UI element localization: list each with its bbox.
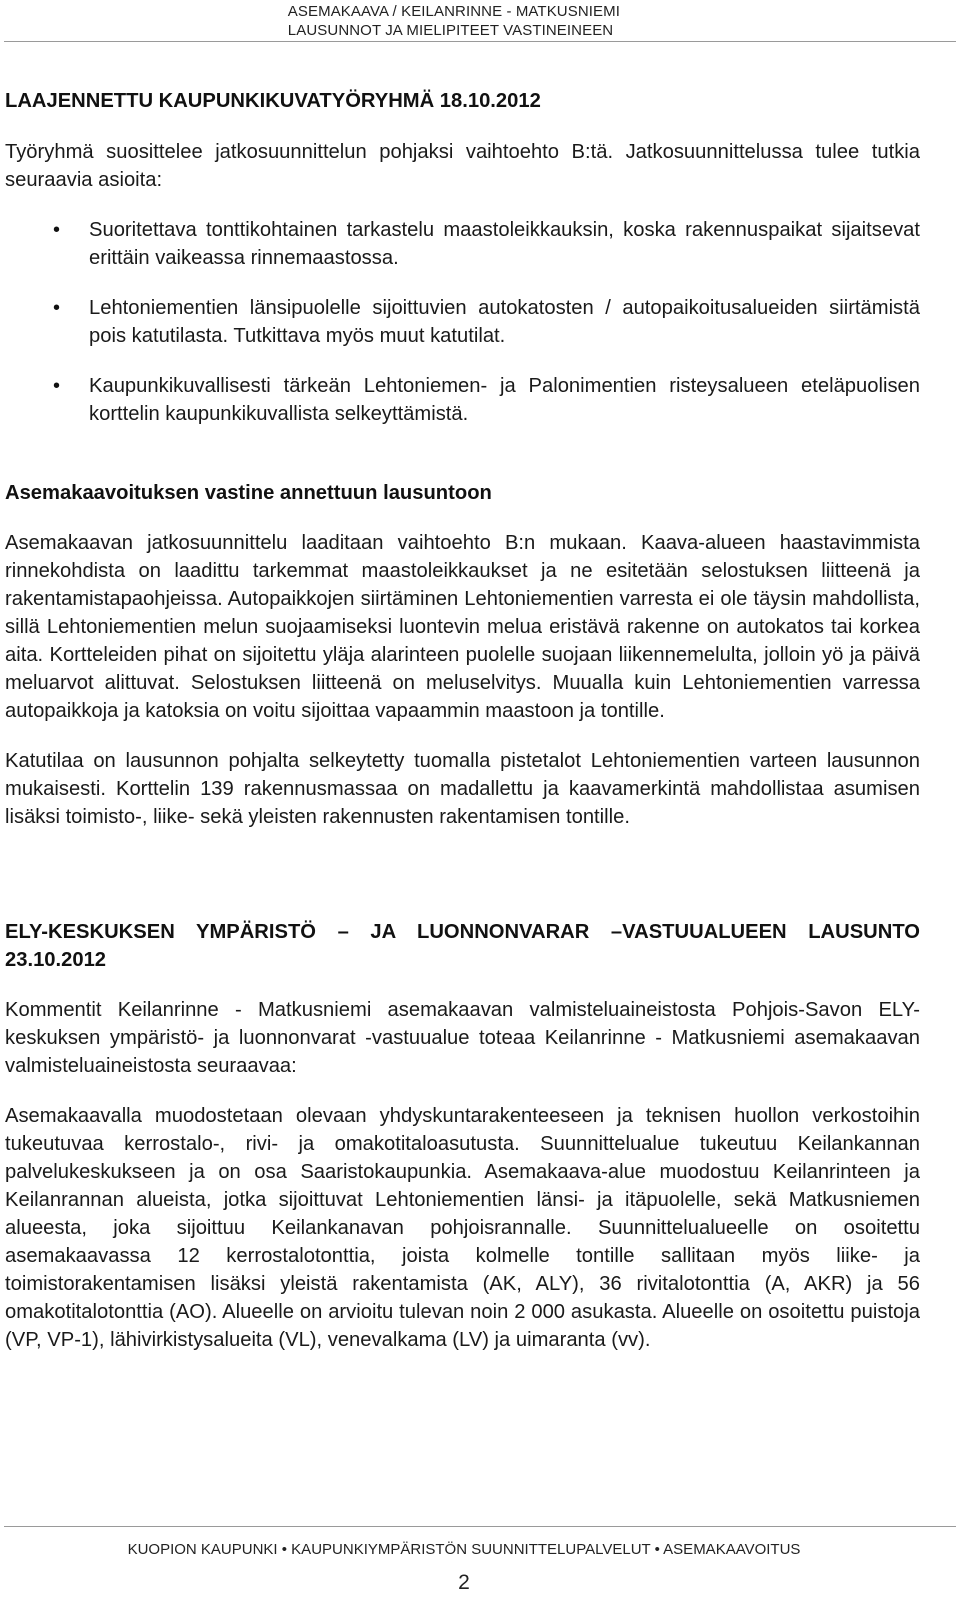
page-number: 2 xyxy=(458,1571,470,1594)
list-item-text: Lehtoniementien länsipuolelle sijoittuvien autokatosten / autopaikoitusalueiden siirtämistä pois katutilasta. Tutkittava myös muut katutilat. xyxy=(89,297,920,347)
bullet-icon: • xyxy=(53,375,61,397)
section3-heading: ELY-KESKUKSEN YMPÄRISTÖ – JA LUONNONVARAR –VASTUUALUEEN LAUSUNTO 23.10.2012 xyxy=(5,921,920,971)
section3-paragraph: Kommentit Keilanrinne - Matkusniemi asemakaavan valmisteluaineistosta Pohjois-Savon ELY-keskuksen ympäristö- ja luonnonvarat -vastuualue toteaa Keilanrinne - Matkusniemi asemakaavan valmisteluaineistosta seuraavaa: xyxy=(5,999,920,1077)
list-item xyxy=(5,294,920,350)
footer-text: KUOPION KAUPUNKI • KAUPUNKIYMPÄRISTÖN SUUNNITTELUPALVELUT • ASEMAKAAVOITUS xyxy=(127,1541,801,1558)
section3-paragraph: Asemakaavalla muodostetaan olevaan yhdyskuntarakenteeseen ja teknisen huollon verkostoihin tukeutuvaa kerrostalo-, rivi- ja omakotitaloasutusta. Suunnittelualue tukeutuu Keilankannan palvelukeskukseen ja on osa Saaristokaupunkia. Asemakaava-alue muodostuu Keilanrinteen ja Keilanrannan alueista, jotka sijoittuvat Lehtoniementien länsi- ja itäpuolelle, sekä Matkusniemen alueesta, joka sijoittuu Keilankanavan pohjoisrannalle. Suunnittelualueelle on osoitettu asemakaavassa 12 kerrostalotonttia, joista kolmelle tontille sallitaan myös liike- ja toimistorakentamisen lisäksi yleistä rakentamista (AK, ALY), 36 rivitalotonttia (A, AKR) ja 56 omakotitalotonttia (AO). Alueelle on arvioitu tulevan noin 2 000 asukasta. Alueelle on osoitettu puistoja (VP, VP-1), lähivirkistysalueita (VL), venevalkama (LV) ja uimaranta (vv). xyxy=(5,1105,920,1351)
recommendation-list xyxy=(5,216,920,428)
document-body xyxy=(5,87,920,1354)
header-title: ASEMAKAAVA / KEILANRINNE - MATKUSNIEMI xyxy=(287,3,620,20)
bullet-icon: • xyxy=(53,219,61,241)
header-divider xyxy=(4,41,956,42)
header-subtitle: LAUSUNNOT JA MIELIPITEET VASTINEINEEN xyxy=(287,22,614,39)
section2-paragraph: Asemakaavan jatkosuunnittelu laaditaan vaihtoehto B:n mukaan. Kaava-alueen haastavimmista rinnekohdista on laadittu tarkemmat maastoleikkaukset ja ne esitetään selostuksen liitteenä ja rakentamistapaohjeissa. Autopaikkojen siirtäminen Lehtoniementien varresta ei ole täysin mahdollista, sillä Lehtoniementien melun suojaamiseksi luontevin melua eristävä rakenne on autokatos tai korkea aita. Kortteleiden pihat on sijoitettu yläja alarinteen puolelle suojaan liikennemelulta, jolloin yö ja päivä meluarvot alittuvat. Selostuksen liitteenä on meluselvitys. Muualla kuin Lehtoniementien varressa autopaikkoja ja katoksia on voitu sijoittaa vapaammin maastoon ja tontille. xyxy=(5,532,920,722)
list-item-text: Kaupunkikuvallisesti tärkeän Lehtoniemen- ja Palonimentien risteysalueen eteläpuolisen korttelin kaupunkikuvallista selkeyttämistä. xyxy=(89,375,920,425)
section2-heading: Asemakaavoituksen vastine annettuun lausuntoon xyxy=(5,482,492,504)
section1-intro: Työryhmä suosittelee jatkosuunnittelun pohjaksi vaihtoehto B:tä. Jatkosuunnittelussa tulee tutkia seuraavia asioita: xyxy=(5,141,920,191)
list-item-text: Suoritettava tonttikohtainen tarkastelu maastoleikkauksin, koska rakennuspaikat sijaitsevat erittäin vaikeassa rinnemaastossa. xyxy=(89,219,920,269)
page-header xyxy=(288,2,620,40)
list-item xyxy=(5,372,920,428)
bullet-icon: • xyxy=(53,297,61,319)
section2-paragraph: Katutilaa on lausunnon pohjalta selkeytetty tuomalla pistetalot Lehtoniementien varteen lausunnon mukaisesti. Korttelin 139 rakennusmassaa on madallettu ja kaavamerkintä mahdollistaa asumisen lisäksi toimisto-, liike- sekä yleisten rakennusten rakentamisen tontille. xyxy=(5,750,920,828)
section1-heading: LAAJENNETTU KAUPUNKIKUVATYÖRYHMÄ 18.10.2012 xyxy=(5,90,541,112)
footer-divider xyxy=(4,1526,956,1527)
list-item xyxy=(5,216,920,272)
